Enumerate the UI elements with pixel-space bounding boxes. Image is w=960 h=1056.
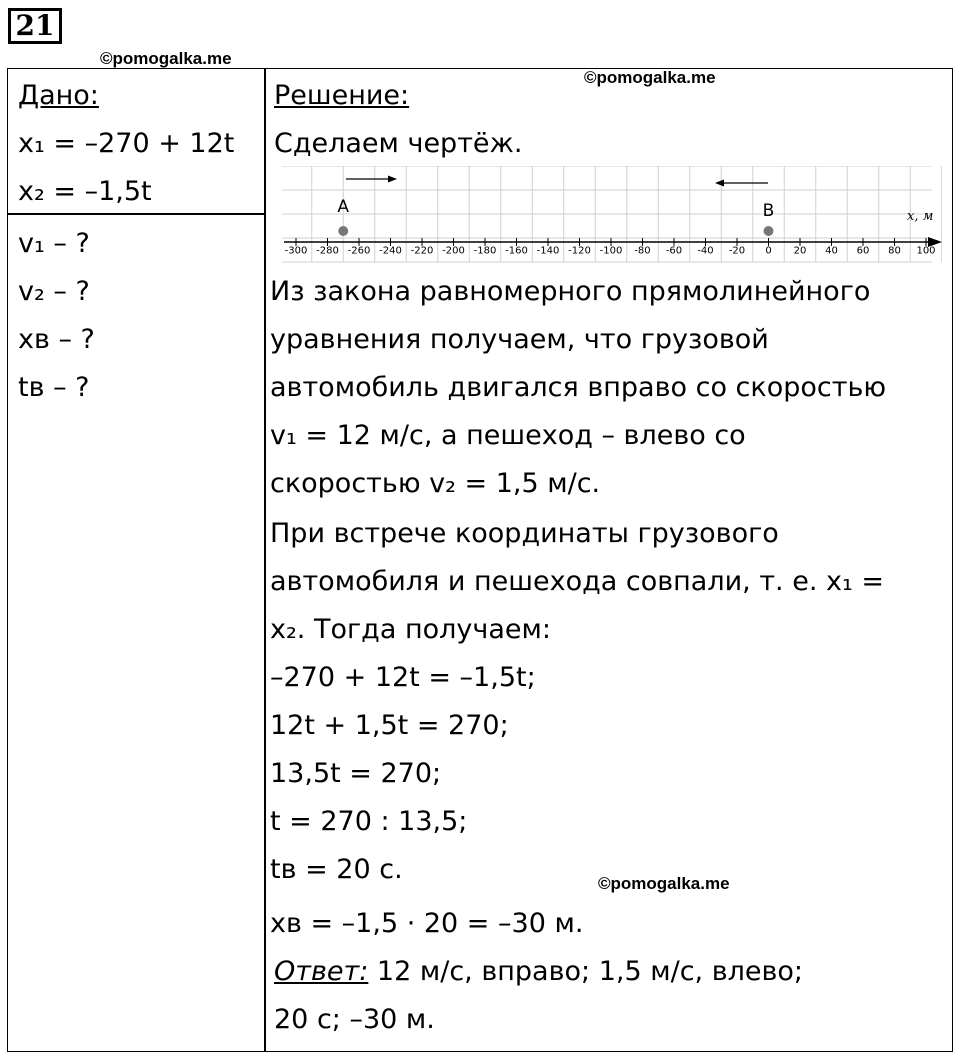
find-line: v₂ – ?	[18, 276, 90, 307]
tick-label: -180	[473, 245, 497, 257]
tick-label: -120	[568, 245, 591, 257]
tick-label: -240	[379, 245, 402, 257]
tick-label: -40	[697, 245, 714, 257]
tick-label: -280	[316, 245, 339, 257]
number-line-diagram	[282, 166, 942, 266]
solution-intro: Сделаем чертёж.	[274, 128, 523, 159]
solution-line: 13,5t = 270;	[270, 758, 442, 789]
find-line: xв – ?	[18, 324, 95, 355]
arrow-left	[715, 180, 768, 187]
solution-line: автомобиля и пешехода совпали, т. е. x₁ =	[270, 566, 884, 597]
watermark: ©pomogalka.me	[100, 49, 232, 68]
tick-label: 0	[765, 245, 772, 257]
find-line: v₁ – ?	[18, 228, 90, 259]
problem-number: 21	[8, 8, 62, 44]
column-divider	[264, 68, 266, 1052]
solution-line: автомобиль двигался вправо со скоростью	[270, 372, 887, 403]
tick-label: -220	[410, 245, 434, 257]
solution-line: скоростью v₂ = 1,5 м/с.	[270, 468, 601, 499]
solution-line: –270 + 12t = –1,5t;	[270, 662, 536, 693]
given-line: x₂ = –1,5t	[18, 176, 152, 207]
answer-line	[274, 948, 803, 996]
solution-line: v₁ = 12 м/с, а пешеход – влево со	[270, 420, 746, 451]
answer-label: Ответ:	[274, 956, 369, 987]
tick-label: -200	[442, 245, 465, 257]
tick-label: 20	[793, 245, 807, 257]
solution-line: При встрече координаты грузового	[270, 518, 779, 549]
given-line: x₁ = –270 + 12t	[18, 128, 235, 159]
given-title: Дано:	[18, 80, 99, 111]
arrow-right	[346, 176, 397, 183]
solution-line: уравнения получаем, что грузовой	[270, 324, 769, 355]
solution-title: Решение:	[274, 80, 410, 111]
point-b	[764, 226, 774, 236]
tick-label: -160	[505, 245, 528, 257]
tick-label: -60	[665, 245, 683, 257]
solution-line: 12t + 1,5t = 270;	[270, 710, 509, 741]
tick-label: 100	[916, 245, 936, 257]
watermark: ©pomogalka.me	[598, 874, 730, 893]
tick-label: -140	[536, 245, 560, 257]
solution-line: x₂. Тогда получаем:	[270, 614, 551, 645]
tick-label: -260	[347, 245, 371, 257]
watermark: ©pomogalka.me	[584, 68, 716, 87]
answer-line-2: 20 с; –30 м.	[274, 1004, 435, 1035]
point-b-label: B	[762, 201, 775, 221]
solution-line: tв = 20 с.	[270, 854, 403, 885]
tick-label: -20	[728, 245, 746, 257]
tick-label: -100	[599, 245, 623, 257]
point-a	[338, 226, 348, 236]
tick-label: 80	[888, 245, 901, 257]
tick-label: 40	[825, 245, 838, 257]
solution-line: t = 270 : 13,5;	[270, 806, 468, 837]
answer-text: 12 м/с, вправо; 1,5 м/с, влево;	[368, 956, 804, 987]
point-a-label: A	[337, 197, 350, 217]
solution-line: xв = –1,5 · 20 = –30 м.	[270, 908, 584, 939]
axis-label: x, м	[907, 209, 934, 224]
find-line: tв – ?	[18, 372, 90, 403]
tick-label: -300	[284, 245, 308, 257]
tick-label: -80	[634, 245, 651, 257]
tick-group	[285, 238, 936, 256]
tick-label: 60	[856, 245, 870, 257]
solution-line: Из закона равномерного прямолинейного	[270, 276, 871, 307]
